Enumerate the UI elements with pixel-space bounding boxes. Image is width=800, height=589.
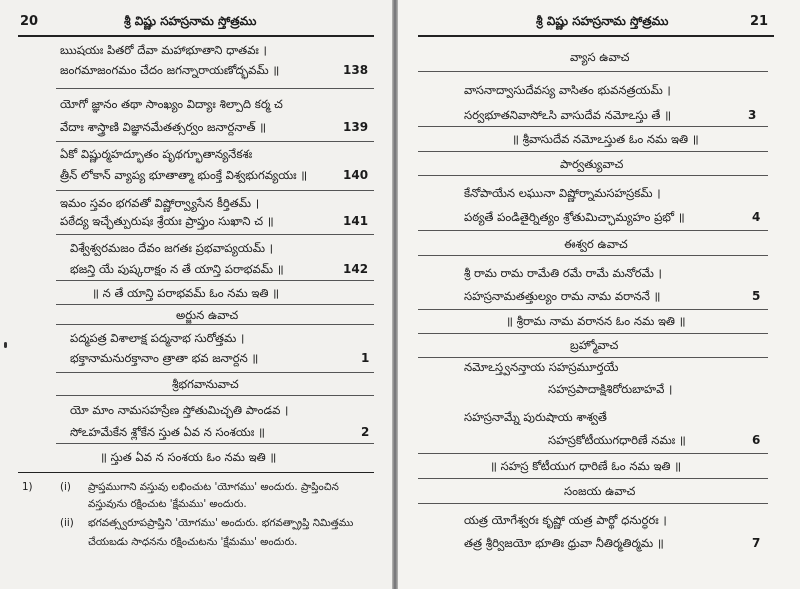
footnote-rule bbox=[18, 472, 374, 473]
verse-number: 4 bbox=[752, 210, 761, 224]
divider bbox=[56, 234, 374, 235]
verse-number: 140 bbox=[343, 168, 369, 182]
divider bbox=[56, 304, 374, 305]
divider bbox=[418, 357, 768, 358]
divider bbox=[418, 175, 768, 176]
divider bbox=[56, 395, 374, 396]
verse-line: వాసనాద్వాసుదేవస్య వాసితం భువనత్రయమ్ । bbox=[464, 83, 671, 97]
divider bbox=[56, 88, 374, 89]
section-heading-vyasa: వ్యాస ఉవాచ bbox=[570, 50, 630, 64]
verse-line: కేనోపాయేన లఘునా విష్ణోర్నామసహస్రకమ్ । bbox=[464, 186, 661, 200]
verse-number: 139 bbox=[343, 120, 369, 134]
right-page bbox=[398, 0, 800, 589]
header-title-left: శ్రీ విష్ణు సహస్రనామ స్తోత్రము bbox=[124, 14, 257, 28]
verse-line: శ్రీ రామ రామ రామేతి రమే రామే మనోరమే । bbox=[464, 266, 662, 280]
verse-line: పఠేద్య ఇచ్ఛేత్పురుషః శ్రేయః ప్రాప్తుం సుఖాని చ ॥ bbox=[60, 214, 274, 228]
closing-refrain: ॥ శ్రీవాసుదేవ నమోఽస్తుత ఓం నమ ఇతి ॥ bbox=[512, 132, 699, 146]
footnote-label: (i) bbox=[60, 481, 71, 493]
closing-refrain: ॥ సహస్ర కోటీయుగ ధారిణే ఓం నమ ఇతి ॥ bbox=[490, 459, 682, 473]
divider bbox=[56, 324, 374, 325]
verse-number: 3 bbox=[748, 108, 757, 122]
section-heading-ishvara: ఈశ్వర ఉవాచ bbox=[564, 237, 628, 251]
verse-line: వేదాః శాస్త్రాణి విజ్ఞానమేతత్సర్వం జనార్దనాత్ ॥ bbox=[60, 120, 267, 134]
divider bbox=[56, 372, 374, 373]
verse-line: తత్ర శ్రీర్విజయో భూతిః ధ్రువా నీతిర్మతిర్మమ ॥ bbox=[464, 536, 664, 550]
page-number-left: 20 bbox=[20, 14, 39, 29]
closing-refrain: ॥ స్తుత ఏవ న సంశయ ఓం నమ ఇతి ॥ bbox=[100, 450, 277, 464]
verse-number: 6 bbox=[752, 433, 761, 447]
divider bbox=[418, 453, 768, 454]
footnote-text: ప్రాప్తముగాని వస్తువు లభించుట 'యోగము' అందురు. ప్రాప్తించిన bbox=[88, 481, 339, 493]
verse-line: నమోఽస్త్వనన్తాయ సహస్రమూర్తయే bbox=[464, 360, 619, 374]
verse-number: 1 bbox=[361, 351, 370, 365]
verse-line: ఏకో విష్ణుర్మహద్భూతం పృథగ్భూతాన్యనేకశః bbox=[60, 147, 253, 161]
verse-line: సోఽహమేకేన శ్లోకేన స్తుత ఏవ న సంశయః ॥ bbox=[70, 425, 265, 439]
verse-number: 142 bbox=[343, 262, 369, 276]
verse-number: 2 bbox=[361, 425, 370, 439]
divider bbox=[418, 230, 768, 231]
divider bbox=[418, 126, 768, 127]
verse-number: 5 bbox=[752, 289, 761, 303]
page-number-right: 21 bbox=[750, 14, 769, 29]
verse-line: యత్ర యోగేశ్వరః కృష్ణో యత్ర పార్థో ధనుర్ధరః । bbox=[464, 513, 667, 527]
verse-line: భజన్తి యే పుష్కరాక్షం న తే యాన్తి పరాభవమ్ ॥ bbox=[70, 262, 284, 276]
verse-line: ఋషయః పితరో దేవా మహాభూతాని ధాతవః । bbox=[60, 43, 267, 57]
verse-line: సహస్రనామతత్తుల్యం రామ నామ వరాననే ॥ bbox=[464, 289, 661, 303]
verse-line: యోగో జ్ఞానం తథా సాంఖ్యం విద్యాః శిల్పాది కర్మ చ bbox=[60, 97, 283, 111]
verse-line: సహస్రకోటీయుగధారిణే నమః ॥ bbox=[548, 433, 686, 447]
verse-line: సహస్రపాదాక్షిశిరోరుబాహవే । bbox=[548, 382, 673, 396]
divider bbox=[56, 141, 374, 142]
footnote-text: చేయబడు సాధనను రక్షించుటను 'క్షేమము' అందురు. bbox=[88, 536, 298, 548]
header-title-right: శ్రీ విష్ణు సహస్రనామ స్తోత్రము bbox=[536, 14, 669, 28]
verse-number: 141 bbox=[343, 214, 369, 228]
divider bbox=[418, 309, 768, 310]
divider bbox=[418, 333, 768, 334]
verse-line: త్రీన్ లోకాన్ వ్యాప్య భూతాత్మా భుంక్తే విశ్వభుగవ్యయః ॥ bbox=[60, 168, 308, 182]
verse-number: 7 bbox=[752, 536, 761, 550]
divider bbox=[56, 280, 374, 281]
verse-line: జంగమాజంగమం చేదం జగన్నారాయణోద్భవమ్ ॥ bbox=[60, 63, 280, 77]
section-heading-parvati: పార్వత్యువాచ bbox=[560, 157, 624, 171]
divider bbox=[418, 478, 768, 479]
divider bbox=[56, 190, 374, 191]
verse-number: 138 bbox=[343, 63, 369, 77]
divider bbox=[418, 503, 768, 504]
section-heading-bhagavan: శ్రీభగవానువాచ bbox=[172, 377, 239, 391]
left-page bbox=[0, 0, 392, 589]
divider bbox=[56, 443, 374, 444]
divider bbox=[418, 71, 768, 72]
header-rule-left bbox=[18, 35, 374, 37]
closing-refrain: ॥ న తే యాన్తి పరాభవమ్ ఓం నమ ఇతి ॥ bbox=[92, 286, 280, 300]
divider bbox=[418, 151, 768, 152]
section-heading-sanjaya: సంజయ ఉవాచ bbox=[564, 484, 636, 498]
verse-line: భక్తానామనురక్తానాం త్రాతా భవ జనార్దన ॥ bbox=[70, 351, 259, 365]
divider bbox=[418, 255, 768, 256]
section-heading-arjuna: అర్జున ఉవాచ bbox=[176, 308, 239, 322]
footnote-label: (ii) bbox=[60, 517, 74, 529]
verse-line: పఠ్యతే పండితైర్నిత్యం శ్రోతుమిచ్ఛామ్యహం ప్రభో ॥ bbox=[464, 210, 685, 224]
verse-line: సహస్రనామ్నే పురుషాయ శాశ్వతే bbox=[464, 410, 607, 424]
verse-line: పద్మపత్ర విశాలాక్ష పద్మనాభ సురోత్తమ । bbox=[70, 331, 245, 345]
footnote-marker: 1) bbox=[22, 481, 33, 493]
header-rule-right bbox=[418, 35, 774, 37]
verse-line: యో మాం నామసహస్రేణ స్తోతుమిచ్ఛతి పాండవ । bbox=[70, 403, 289, 417]
section-heading-brahma: బ్రహ్మోవాచ bbox=[570, 338, 619, 352]
footnote-text: వస్తువును రక్షించుట 'క్షేమము' అందురు. bbox=[88, 498, 247, 510]
footnote-text: భగవత్స్వరూపప్రాప్తిని 'యోగము' అందురు. భగవత్ప్రాప్తి నిమిత్తము bbox=[88, 517, 354, 529]
scan-speck bbox=[4, 342, 7, 348]
verse-line: సర్వభూతనివాసోఽసి వాసుదేవ నమోఽస్తు తే ॥ bbox=[464, 108, 672, 122]
verse-line: విశ్వేశ్వరమజం దేవం జగతః ప్రభవాప్యయమ్ । bbox=[70, 241, 274, 255]
closing-refrain: ॥ శ్రీరామ నామ వరానన ఓం నమ ఇతి ॥ bbox=[506, 314, 686, 328]
verse-line: ఇమం స్తవం భగవతో విష్ణోర్వ్యాసేన కీర్తితమ్ । bbox=[60, 196, 260, 210]
